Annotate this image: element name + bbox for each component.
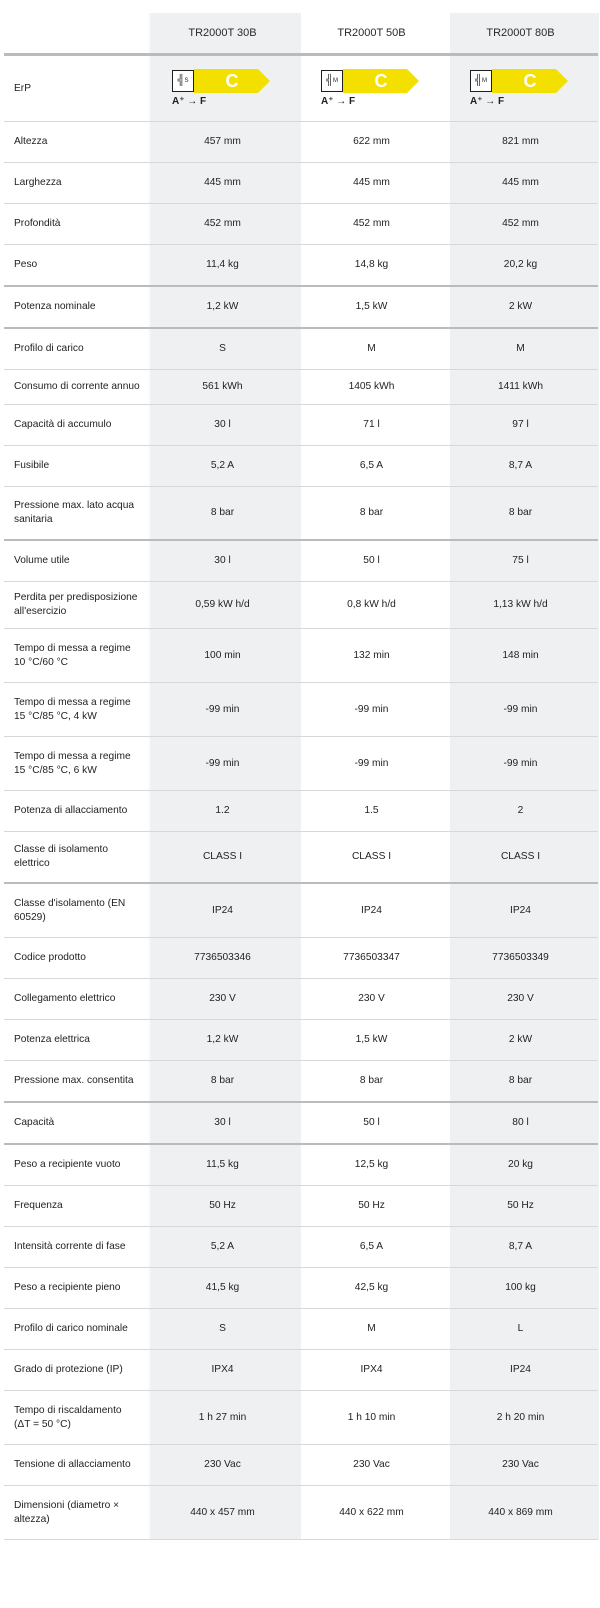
header-row xyxy=(4,13,598,56)
value-cell: -99 min xyxy=(354,703,389,715)
value-cell: 100 kg xyxy=(505,1282,536,1293)
value-cell: 11,5 kg xyxy=(206,1159,239,1170)
row-label: Pressione max. lato acqua sanitaria xyxy=(14,500,135,525)
energy-label-badge xyxy=(470,69,556,93)
faucet-icon: ╣ S xyxy=(172,70,194,92)
energy-class: C xyxy=(194,69,258,93)
erp-cell xyxy=(446,69,595,109)
erp-cell xyxy=(297,69,446,109)
row-label: Volume utile xyxy=(14,555,70,566)
value-cell: 457 mm xyxy=(204,136,241,147)
value-cell: 30 l xyxy=(214,419,231,430)
value-cell: S xyxy=(219,343,226,354)
value-cell: 12,5 kg xyxy=(354,1159,389,1170)
value-cell: 1.2 xyxy=(215,805,230,816)
value-cell: 50 l xyxy=(363,1117,380,1128)
value-cell: 20,2 kg xyxy=(503,259,538,270)
row-label: Profilo di carico xyxy=(14,343,84,354)
row-label: Frequenza xyxy=(14,1200,63,1211)
value-cell: 440 x 869 mm xyxy=(488,1506,553,1518)
value-cell: 75 l xyxy=(512,555,529,566)
row-label: Tempo di messa a regime 15 °C/85 °C, 6 kW xyxy=(14,750,131,776)
value-cell: 1,2 kW xyxy=(206,301,239,312)
value-cell: 821 mm xyxy=(502,136,539,147)
value-cell: 452 mm xyxy=(353,218,390,229)
energy-range: A⁺ → F xyxy=(172,95,207,107)
value-cell: 445 mm xyxy=(502,177,539,188)
energy-label-badge xyxy=(172,69,258,93)
row-label: Classe di isolamento elettrico xyxy=(14,844,108,869)
value-cell: 452 mm xyxy=(204,218,241,229)
table-row xyxy=(4,1486,598,1540)
table-row xyxy=(4,1227,598,1268)
value-cell: 0,8 kW h/d xyxy=(347,599,396,610)
value-cell: 452 mm xyxy=(502,218,539,229)
row-label: Tempo di riscaldamento (ΔT = 50 °C) xyxy=(14,1404,122,1430)
row-label: Profondità xyxy=(14,218,61,229)
row-label: Larghezza xyxy=(14,177,62,188)
value-cell: IP24 xyxy=(510,1364,531,1375)
value-cell: -99 min xyxy=(205,703,240,715)
table-row xyxy=(4,884,598,938)
table-row xyxy=(4,938,598,979)
value-cell: 30 l xyxy=(214,555,231,566)
table-row xyxy=(4,541,598,582)
value-cell: 445 mm xyxy=(353,177,390,188)
value-cell: 50 l xyxy=(363,555,380,566)
table-row xyxy=(4,582,598,629)
column-header: TR2000T 80B xyxy=(486,27,555,39)
value-cell: 7736503347 xyxy=(343,952,400,963)
value-cell: M xyxy=(516,343,525,354)
table-row xyxy=(4,737,598,791)
row-label: Capacità xyxy=(14,1117,55,1128)
energy-class: C xyxy=(492,69,556,93)
value-cell: 5,2 A xyxy=(210,1241,235,1252)
value-cell: 5,2 A xyxy=(210,460,235,471)
row-label: Profilo di carico nominale xyxy=(14,1323,128,1334)
value-cell: 7736503349 xyxy=(492,952,549,963)
table-row xyxy=(4,122,598,163)
value-cell: 622 mm xyxy=(353,136,390,147)
table-row xyxy=(4,370,598,405)
value-cell: IPX4 xyxy=(360,1364,383,1375)
table-row xyxy=(4,1103,598,1145)
value-cell: 14,8 kg xyxy=(354,259,389,270)
value-cell: -99 min xyxy=(354,757,389,769)
energy-class: C xyxy=(343,69,407,93)
value-cell: 8 bar xyxy=(508,507,533,518)
value-cell: 8,7 A xyxy=(508,460,533,471)
table-row xyxy=(4,405,598,446)
value-cell: 41,5 kg xyxy=(205,1282,240,1293)
value-cell: 1411 kWh xyxy=(497,381,544,392)
value-cell: 230 Vac xyxy=(204,1459,241,1470)
table-row xyxy=(4,329,598,370)
value-cell: 97 l xyxy=(512,419,529,430)
table-row xyxy=(4,1020,598,1061)
value-cell: 71 l xyxy=(363,419,380,430)
value-cell: 2 kW xyxy=(508,301,533,312)
row-label: Altezza xyxy=(14,136,48,147)
energy-range: A⁺ → F xyxy=(321,95,356,107)
table-row xyxy=(4,446,598,487)
value-cell: 1.5 xyxy=(364,805,379,816)
value-cell: -99 min xyxy=(205,757,240,769)
value-cell: 8 bar xyxy=(508,1075,533,1086)
row-label: Peso a recipiente vuoto xyxy=(14,1159,121,1170)
table-row xyxy=(4,1445,598,1486)
value-cell: 1,13 kW h/d xyxy=(493,599,548,610)
value-cell: 50 Hz xyxy=(209,1200,236,1211)
value-cell: IP24 xyxy=(212,904,233,916)
row-label: Codice prodotto xyxy=(14,952,86,963)
value-cell: 8 bar xyxy=(210,507,235,518)
row-label: Capacità di accumulo xyxy=(14,419,112,430)
value-cell: CLASS I xyxy=(351,851,392,862)
value-cell: 230 Vac xyxy=(502,1459,539,1470)
value-cell: 1 h 10 min xyxy=(347,1411,396,1423)
value-cell: L xyxy=(517,1323,524,1334)
value-cell: 230 V xyxy=(507,993,534,1004)
value-cell: 20 kg xyxy=(508,1159,533,1170)
table-row xyxy=(4,629,598,683)
faucet-icon: ╣ M xyxy=(470,70,492,92)
value-cell: IPX4 xyxy=(211,1364,234,1375)
value-cell: 8 bar xyxy=(359,507,384,518)
row-label: Dimensioni (diametro × altezza) xyxy=(14,1499,120,1525)
value-cell: 2 xyxy=(517,805,524,816)
row-label: Consumo di corrente annuo xyxy=(14,381,140,392)
value-cell: 100 min xyxy=(204,649,241,661)
row-label: Peso xyxy=(14,259,38,270)
table-row xyxy=(4,1309,598,1350)
value-cell: 440 x 457 mm xyxy=(190,1506,255,1518)
value-cell: 132 min xyxy=(353,649,390,661)
value-cell: -99 min xyxy=(503,703,538,715)
row-label: Grado di protezione (IP) xyxy=(14,1364,123,1375)
value-cell: 50 Hz xyxy=(507,1200,534,1211)
table-row xyxy=(4,287,598,329)
column-header: TR2000T 50B xyxy=(337,27,406,39)
value-cell: -99 min xyxy=(503,757,538,769)
table-row xyxy=(4,163,598,204)
table-row xyxy=(4,683,598,737)
row-label: Intensità corrente di fase xyxy=(14,1241,126,1252)
table-row xyxy=(4,1145,598,1186)
row-label: Potenza elettrica xyxy=(14,1034,90,1045)
row-label: Tempo di messa a regime 15 °C/85 °C, 4 kW xyxy=(14,696,131,722)
value-cell: 42,5 kg xyxy=(354,1282,389,1293)
spec-table xyxy=(4,13,598,1540)
faucet-icon: ╣ M xyxy=(321,70,343,92)
value-cell: 561 kWh xyxy=(202,381,243,392)
value-cell: 80 l xyxy=(512,1117,529,1128)
table-row xyxy=(4,979,598,1020)
value-cell: 2 h 20 min xyxy=(496,1411,545,1423)
value-cell: M xyxy=(367,343,376,354)
row-label: Tensione di allacciamento xyxy=(14,1459,131,1470)
row-label: Perdita per predisposizione all'esercizio xyxy=(14,592,138,617)
value-cell: CLASS I xyxy=(202,851,243,862)
value-cell: 1,5 kW xyxy=(355,1034,388,1045)
value-cell: IP24 xyxy=(510,904,531,916)
table-row xyxy=(4,1186,598,1227)
value-cell: 1 h 27 min xyxy=(198,1411,247,1423)
value-cell: 230 V xyxy=(358,993,385,1004)
row-label: Tempo di messa a regime 10 °C/60 °C xyxy=(14,642,131,668)
column-header: TR2000T 30B xyxy=(188,27,257,39)
energy-range: A⁺ → F xyxy=(470,95,505,107)
row-label: Pressione max. consentita xyxy=(14,1075,134,1086)
value-cell: CLASS I xyxy=(500,851,541,862)
value-cell: 8 bar xyxy=(210,1075,235,1086)
value-cell: 6,5 A xyxy=(359,460,384,471)
row-label: Potenza di allacciamento xyxy=(14,805,128,816)
value-cell: 6,5 A xyxy=(359,1241,384,1252)
value-cell: 148 min xyxy=(502,649,539,661)
table-row xyxy=(4,1268,598,1309)
value-cell: 440 x 622 mm xyxy=(339,1506,404,1518)
row-label: Potenza nominale xyxy=(14,301,96,312)
row-label: Classe d'isolamento (EN 60529) xyxy=(14,897,126,923)
value-cell: 2 kW xyxy=(508,1034,533,1045)
value-cell: 1405 kWh xyxy=(348,381,395,392)
value-cell: 8 bar xyxy=(359,1075,384,1086)
table-row xyxy=(4,832,598,884)
row-label: Collegamento elettrico xyxy=(14,993,116,1004)
energy-label-badge xyxy=(321,69,407,93)
value-cell: 445 mm xyxy=(204,177,241,188)
row-label: Fusibile xyxy=(14,460,50,471)
table-row xyxy=(4,204,598,245)
table-row xyxy=(4,791,598,832)
value-cell: IP24 xyxy=(361,904,382,916)
table-row xyxy=(4,1350,598,1391)
erp-cell xyxy=(148,69,297,109)
value-cell: 8,7 A xyxy=(508,1241,533,1252)
value-cell: 30 l xyxy=(214,1117,231,1128)
table-row xyxy=(4,245,598,287)
value-cell: 230 Vac xyxy=(353,1459,390,1470)
value-cell: 0,59 kW h/d xyxy=(195,599,250,610)
value-cell: S xyxy=(219,1323,226,1334)
table-row xyxy=(4,1391,598,1445)
value-cell: 11,4 kg xyxy=(206,259,239,270)
value-cell: 1,5 kW xyxy=(355,301,388,312)
value-cell: 1,2 kW xyxy=(206,1034,239,1045)
row-label: ErP xyxy=(14,82,31,94)
value-cell: 50 Hz xyxy=(358,1200,385,1211)
value-cell: 7736503346 xyxy=(194,952,251,963)
table-row xyxy=(4,1061,598,1103)
table-row xyxy=(4,487,598,541)
value-cell: M xyxy=(367,1323,376,1334)
erp-row xyxy=(4,56,598,122)
row-label: Peso a recipiente pieno xyxy=(14,1282,121,1293)
value-cell: 230 V xyxy=(209,993,236,1004)
